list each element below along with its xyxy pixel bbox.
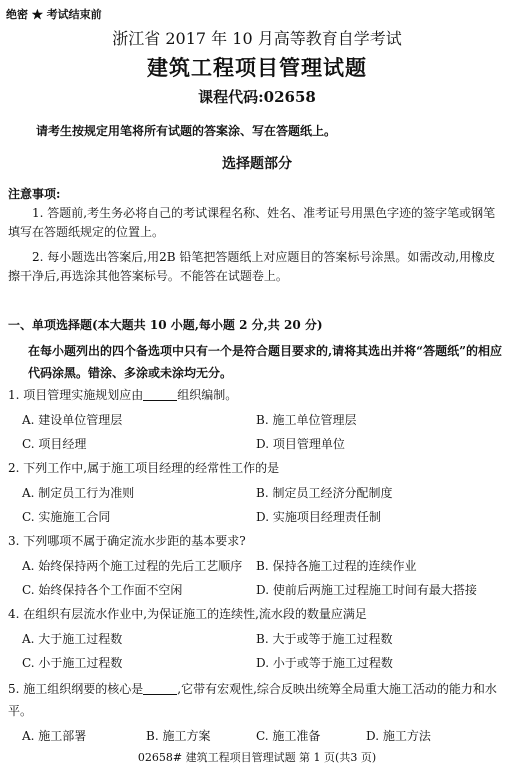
question-2-option-d: D. 实施项目经理责任制 (256, 510, 381, 524)
subject-title: 建筑工程项目管理试题 (147, 55, 367, 80)
question-1-option-d: D. 项目管理单位 (256, 437, 345, 451)
section-instructions: 在每小题列出的四个备选项中只有一个是符合题目要求的,请将其选出并将“答题纸”的相应代码涂黑。错涂、多涂或未涂均无分。 (28, 344, 502, 380)
question-2-option-c: C. 实施施工合同 (22, 510, 111, 524)
question-4: 4. 在组织有层流水作业中,为保证施工的连续性,流水段的数量应满足 (8, 607, 367, 621)
question-4-option-b: B. 大于或等于施工过程数 (256, 632, 393, 646)
attention-item-1: 1. 答题前,考生务必将自己的考试课程名称、姓名、准考证号用黑色字迹的签字笔或钢笔填写在答题纸规定的位置上。 (8, 206, 496, 239)
answer-blank (143, 682, 177, 695)
question-5-text-before: 5. 施工组织纲要的核心是 (8, 682, 144, 696)
answer-blank (143, 388, 177, 401)
page-footer: 02658# 建筑工程项目管理试题 第 1 页(共3 页) (137, 751, 377, 764)
question-1-text-after: 组织编制。 (177, 388, 238, 402)
question-5-option-c: C. 施工准备 (256, 729, 321, 743)
section-heading: 一、单项选择题(本大题共 10 小题,每小题 2 分,共 20 分) (8, 318, 323, 332)
question-2-option-a: A. 制定员工行为准则 (22, 486, 135, 500)
secret-label: 绝密 ★ 考试结束前 (6, 8, 102, 21)
question-5-option-b: B. 施工方案 (146, 729, 211, 743)
question-1-option-a: A. 建设单位管理层 (22, 413, 123, 427)
part-title: 选择题部分 (222, 156, 292, 172)
attention-item-2: 2. 每小题选出答案后,用2B 铅笔把答题纸上对应题目的答案标号涂黑。如需改动,用橡皮擦干净后,再选涂其他答案标号。不能答在试题卷上。 (8, 250, 496, 283)
question-5-text-after: ,它带有宏观性,综合反映出统筹全局重大施工活动的能力和水平。 (8, 682, 497, 718)
question-5-option-d: D. 施工方法 (366, 729, 431, 743)
question-3-option-b: B. 保持各施工过程的连续作业 (256, 559, 417, 573)
question-3-option-a: A. 始终保持两个施工过程的先后工艺顺序 (22, 559, 243, 573)
question-3-option-d: D. 使前后两施工过程施工时间有最大搭接 (256, 583, 477, 597)
exam-title: 浙江省 2017 年 10 月高等教育自学考试 (112, 29, 402, 48)
question-2: 2. 下列工作中,属于施工项目经理的经常性工作的是 (8, 461, 280, 475)
question-5-option-a: A. 施工部署 (22, 729, 87, 743)
question-5 (8, 678, 508, 722)
question-4-option-a: A. 大于施工过程数 (22, 632, 123, 646)
question-4-option-c: C. 小于施工过程数 (22, 656, 123, 670)
question-1-text-before: 1. 项目管理实施规划应由 (8, 388, 144, 402)
course-code: 课程代码:02658 (198, 88, 316, 106)
question-2-option-b: B. 制定员工经济分配制度 (256, 486, 393, 500)
question-1-option-b: B. 施工单位管理层 (256, 413, 357, 427)
question-1-option-c: C. 项目经理 (22, 437, 87, 451)
question-3: 3. 下列哪项不属于确定流水步距的基本要求? (8, 534, 246, 548)
answer-notice: 请考生按规定用笔将所有试题的答案涂、写在答题纸上。 (36, 124, 337, 138)
question-4-option-d: D. 小于或等于施工过程数 (256, 656, 393, 670)
attention-title: 注意事项: (8, 187, 61, 201)
question-1 (8, 386, 508, 404)
question-3-option-c: C. 始终保持各个工作面不空闲 (22, 583, 183, 597)
